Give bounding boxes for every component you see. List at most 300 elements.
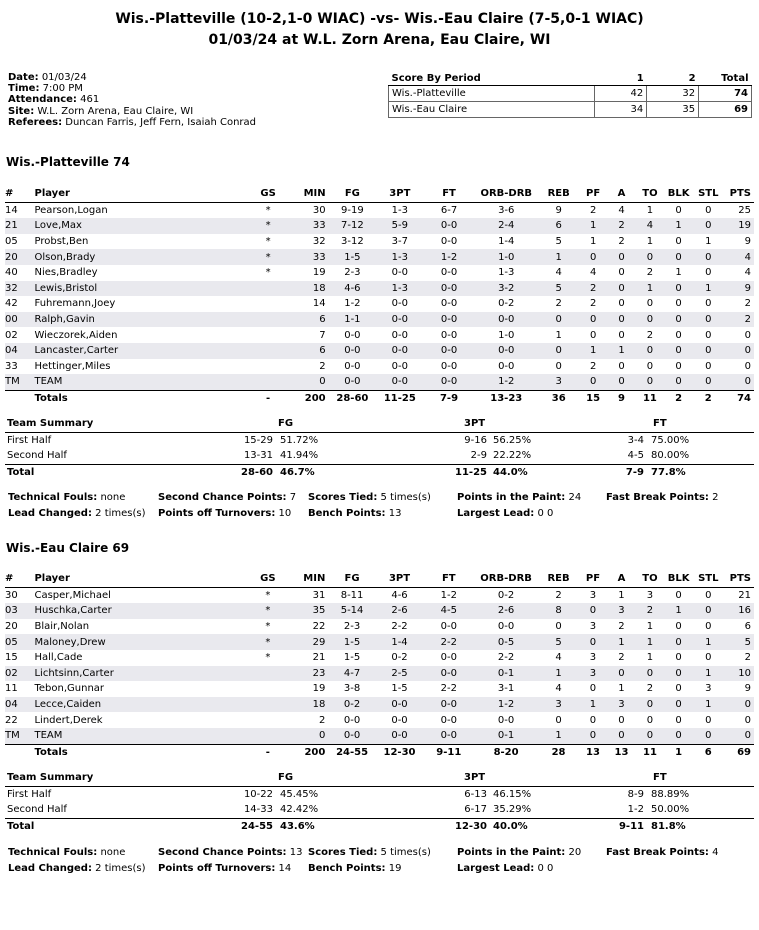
stat-cell: 4-7 <box>328 666 375 682</box>
stat-cell: 2-6 <box>474 603 538 619</box>
misc-stat <box>308 847 431 858</box>
summary-header <box>5 416 754 433</box>
misc-stat <box>8 508 146 519</box>
summary-value: 56.25% <box>493 434 532 446</box>
stat-cell: 9 <box>744 683 751 695</box>
stat-cell: 0-0 <box>423 728 474 744</box>
stat-cell: 2 <box>589 360 597 372</box>
summary-value: 45.45% <box>280 788 319 800</box>
stat-cell: 0 <box>664 728 694 744</box>
stat-cell: Hettinger,Miles <box>34 360 111 372</box>
summary-value: 8-9 <box>627 788 644 800</box>
stat-cell: 3 <box>705 683 712 695</box>
stat-cell: 1 <box>618 683 625 695</box>
misc-stat <box>8 492 125 503</box>
misc-stat-value: none <box>100 847 126 858</box>
stat-cell: 2 <box>618 652 625 664</box>
stat-cell: 0 <box>579 728 607 744</box>
stat-cell: 0 <box>675 714 682 726</box>
stat-cell: 0 <box>579 374 607 390</box>
stat-cell: 1-3 <box>376 281 423 297</box>
stat-cell: * <box>265 267 271 279</box>
summary-value: First Half <box>7 434 52 446</box>
player-row <box>5 265 754 281</box>
stat-cell: 1 <box>538 666 579 682</box>
stat-cell: 0 <box>723 697 754 713</box>
stat-cell: 33 <box>5 360 18 372</box>
stat-cell: Maloney,Drew <box>34 634 244 650</box>
misc-stat <box>158 863 291 874</box>
box-header-row <box>5 571 754 587</box>
stat-cell: 1 <box>664 603 694 619</box>
misc-stat-label: Second Chance Points: <box>158 492 287 503</box>
totals-cell: 13 <box>579 744 607 760</box>
player-row <box>5 343 754 359</box>
stat-cell: * <box>265 236 271 248</box>
misc-line <box>8 492 753 508</box>
stat-cell: 4 <box>744 267 751 279</box>
stat-cell: * <box>265 652 271 664</box>
totals-cell: 9 <box>607 390 636 406</box>
stat-cell: 0 <box>744 360 751 372</box>
stat-cell: 1 <box>589 236 597 248</box>
summary-value: Second Half <box>7 450 67 461</box>
stat-cell: 0 <box>555 621 562 633</box>
stat-cell: 0 <box>705 267 712 279</box>
stat-cell: 04 <box>5 343 34 359</box>
stat-cell: 5 <box>555 236 562 248</box>
stat-cell: 0 <box>723 374 754 390</box>
stat-cell: 0 <box>664 281 694 297</box>
summary-value: 41.94% <box>280 450 319 461</box>
stat-cell: * <box>245 249 291 265</box>
stat-cell: 10 <box>723 666 754 682</box>
stat-cell: Casper,Michael <box>34 589 111 601</box>
player-row <box>5 359 754 375</box>
stat-cell: * <box>245 603 291 619</box>
stat-cell: 0-0 <box>424 281 475 297</box>
summary-heading: FT <box>653 418 667 429</box>
summary-value: 10-22 <box>243 788 273 800</box>
stat-cell: Hall,Cade <box>34 652 83 664</box>
stat-cell: 0-2 <box>328 697 375 713</box>
column-header: # <box>5 571 34 587</box>
column-header: STL <box>693 186 723 202</box>
summary-value: 2-9 <box>470 450 487 461</box>
summary-header <box>5 770 754 787</box>
stat-cell: 1-0 <box>474 249 538 265</box>
column-header: TO <box>636 186 664 202</box>
stat-cell: 5-14 <box>328 603 375 619</box>
summary-total-row <box>5 464 754 481</box>
stat-cell: 05 <box>5 236 18 248</box>
player-row <box>5 650 754 666</box>
team-box-score <box>5 186 754 406</box>
stat-cell: 2-2 <box>423 634 474 650</box>
stat-cell: * <box>265 589 271 601</box>
stat-cell: 1-5 <box>391 683 408 695</box>
misc-stat-label: Lead Changed: <box>8 508 92 519</box>
stat-cell: 2-2 <box>497 652 515 664</box>
player-row <box>5 697 754 713</box>
player-row <box>5 218 754 234</box>
misc-stat-value: 7 <box>289 492 297 503</box>
player-row <box>5 587 754 603</box>
misc-stat-label: Fast Break Points: <box>606 847 709 858</box>
stat-cell: 0-0 <box>376 374 423 390</box>
misc-stat-value: 4 <box>712 847 719 858</box>
summary-heading: 3PT <box>464 418 486 429</box>
stat-cell: 1 <box>675 267 682 279</box>
summary-value: 12-30 <box>455 820 487 832</box>
column-header: PTS <box>723 186 754 202</box>
summary-value: 50.00% <box>651 804 690 815</box>
stat-cell: 0 <box>693 312 723 328</box>
stat-cell: 29 <box>291 634 329 650</box>
stat-cell: 0-0 <box>497 621 515 633</box>
misc-stat-label: Scores Tied: <box>308 847 378 858</box>
column-header: MIN <box>291 571 329 587</box>
misc-stat-value: 14 <box>278 863 292 874</box>
stat-cell: TM <box>5 728 34 744</box>
totals-cell: 28 <box>538 744 579 760</box>
stat-cell: 18 <box>291 697 329 713</box>
stat-cell: 6 <box>744 621 751 633</box>
column-header: TO <box>636 571 664 587</box>
stat-cell: * <box>245 218 291 234</box>
stat-cell: 3-6 <box>498 204 515 216</box>
totals-cell: 24-55 <box>328 744 375 760</box>
stat-cell: 0 <box>675 298 682 310</box>
totals-cell: 28-60 <box>329 390 376 406</box>
stat-cell: 0 <box>705 298 712 310</box>
player-row <box>5 296 754 312</box>
summary-row <box>5 448 754 464</box>
misc-stat <box>457 492 581 503</box>
column-header: Player <box>34 571 244 587</box>
stat-cell: 3 <box>589 652 597 664</box>
player-row <box>5 634 754 650</box>
stat-cell <box>245 374 291 390</box>
totals-cell: 7-9 <box>424 390 475 406</box>
totals-cell: 1 <box>664 744 694 760</box>
misc-stat-value: 0 0 <box>537 508 554 519</box>
totals-cell: 11 <box>636 390 664 406</box>
stat-cell: 31 <box>312 589 326 601</box>
stat-cell: 2-3 <box>344 267 361 279</box>
totals-cell: 2 <box>693 390 723 406</box>
stat-cell: 18 <box>291 281 329 297</box>
column-header: Player <box>34 186 245 202</box>
stat-cell: TEAM <box>34 374 245 390</box>
stat-cell: 1-3 <box>391 204 409 216</box>
stat-cell <box>245 666 291 682</box>
misc-stat-value: 19 <box>388 863 402 874</box>
stat-cell: Fuhremann,Joey <box>34 298 116 310</box>
summary-value: 4-5 <box>627 450 644 461</box>
stat-cell: 0-0 <box>424 374 475 390</box>
player-row <box>5 234 754 250</box>
summary-value: 77.8% <box>651 466 686 478</box>
summary-row <box>5 802 754 818</box>
stat-cell: 0 <box>607 312 636 328</box>
misc-stat-value: none <box>100 492 126 503</box>
stat-cell: 0 <box>555 714 562 726</box>
totals-cell: 13-23 <box>474 390 538 406</box>
summary-value: 46.7% <box>280 466 315 478</box>
stat-cell: 2 <box>618 621 625 633</box>
stat-cell: 1 <box>705 236 712 248</box>
stat-cell: 0 <box>693 343 723 359</box>
stat-cell: 1 <box>636 281 664 297</box>
stat-cell: 6-7 <box>440 204 458 216</box>
misc-stat-label: Scores Tied: <box>308 492 378 503</box>
summary-value: 24-55 <box>241 820 273 832</box>
stat-cell: 2 <box>744 652 751 664</box>
player-row <box>5 681 754 697</box>
stat-cell: 1-5 <box>329 249 376 265</box>
stat-cell: 11 <box>5 683 18 695</box>
summary-value: 28-60 <box>241 466 273 478</box>
misc-stat <box>308 863 401 874</box>
column-header: BLK <box>664 571 694 587</box>
stat-cell <box>245 712 291 728</box>
stat-cell: 0-0 <box>376 343 423 359</box>
stat-cell: 25 <box>738 204 751 216</box>
stat-cell: Olson,Brady <box>34 249 245 265</box>
stat-cell: 2 <box>646 267 654 279</box>
summary-row <box>5 433 754 449</box>
stat-cell: 0 <box>636 374 664 390</box>
stat-cell: 0-0 <box>440 298 458 310</box>
team-summary <box>5 416 754 480</box>
totals-cell: - <box>245 744 291 760</box>
misc-stat-label: Points in the Paint: <box>457 492 566 503</box>
stat-cell: 1 <box>646 652 654 664</box>
info-date: Date: 01/03/24 <box>8 72 87 83</box>
misc-stat-label: Lead Changed: <box>8 863 92 874</box>
totals-cell <box>5 390 34 406</box>
player-row <box>5 666 754 682</box>
stat-cell: 9 <box>744 236 751 248</box>
stat-cell: 0 <box>675 683 682 695</box>
stat-cell <box>245 327 291 343</box>
stat-cell: 0 <box>705 360 712 372</box>
stat-cell: 20 <box>5 621 18 633</box>
stat-cell: 0-0 <box>498 360 515 372</box>
stat-cell: 0 <box>607 281 636 297</box>
stat-cell: 8-11 <box>340 589 364 601</box>
stat-cell: 1-2 <box>474 374 538 390</box>
summary-value: 81.8% <box>651 820 686 832</box>
stat-cell: Pearson,Logan <box>34 204 108 216</box>
stat-cell <box>245 728 291 744</box>
stat-cell: 0-0 <box>344 329 361 341</box>
player-row <box>5 312 754 328</box>
misc-stat-value: 2 <box>712 492 719 503</box>
misc-stat-value: 2 times(s) <box>95 863 146 874</box>
summary-total-row <box>5 818 754 835</box>
totals-cell <box>5 744 34 760</box>
stat-cell: 0 <box>607 249 636 265</box>
stat-cell: 9 <box>555 204 562 216</box>
stat-cell: 0 <box>693 728 723 744</box>
summary-value: 88.89% <box>651 788 690 800</box>
misc-stat-label: Largest Lead: <box>457 508 535 519</box>
misc-stat-value: 10 <box>278 508 292 519</box>
stat-cell: 1 <box>579 343 607 359</box>
stat-cell: 5 <box>723 634 754 650</box>
player-row <box>5 374 754 390</box>
player-row <box>5 619 754 635</box>
stat-cell: 3 <box>646 589 654 601</box>
totals-cell: 12-30 <box>376 744 423 760</box>
misc-stat <box>457 863 553 874</box>
stat-cell: 02 <box>5 329 18 341</box>
stat-cell: 02 <box>5 666 34 682</box>
stat-cell: 0 <box>607 666 636 682</box>
stat-cell: 0 <box>636 249 664 265</box>
misc-stat-value: 5 times(s) <box>380 492 431 503</box>
stat-cell: 0 <box>291 374 329 390</box>
stat-cell: 0 <box>675 652 682 664</box>
stat-cell: 0-2 <box>391 652 408 664</box>
stat-cell: 5 <box>538 281 579 297</box>
stat-cell: 0-2 <box>498 298 515 310</box>
totals-cell: 11 <box>636 744 664 760</box>
stat-cell: 03 <box>5 603 34 619</box>
stat-cell: 0-0 <box>391 329 409 341</box>
stat-cell: 0 <box>723 343 754 359</box>
column-header: PF <box>579 186 607 202</box>
stat-cell: 0 <box>705 621 712 633</box>
summary-heading: Team Summary <box>7 418 94 429</box>
stat-cell: 0-0 <box>440 329 458 341</box>
stat-cell: 0 <box>538 312 579 328</box>
stat-cell: * <box>265 621 271 633</box>
summary-heading: 3PT <box>464 772 486 783</box>
misc-stat-label: Points in the Paint: <box>457 847 566 858</box>
stat-cell: 33 <box>291 218 329 234</box>
stat-cell: 2-3 <box>343 621 361 633</box>
misc-stat <box>457 847 581 858</box>
misc-stat-label: Bench Points: <box>308 863 386 874</box>
stat-cell: 0 <box>618 298 625 310</box>
totals-cell: 200 <box>291 390 329 406</box>
stat-cell: 15 <box>5 652 18 664</box>
misc-stat-value: 0 0 <box>537 863 554 874</box>
totals-cell: - <box>245 390 291 406</box>
game-subtitle: 01/03/24 at W.L. Zorn Arena, Eau Claire, WI <box>208 32 551 48</box>
stat-cell: 4-5 <box>423 603 474 619</box>
stat-cell: 2 <box>555 298 562 310</box>
column-header: GS <box>245 186 291 202</box>
totals-cell: 9-11 <box>423 744 474 760</box>
stat-cell: 0 <box>646 360 654 372</box>
summary-value: 43.6% <box>280 820 315 832</box>
team-heading: Wis.-Platteville 74 <box>6 155 130 169</box>
summary-value: 40.0% <box>493 820 528 832</box>
stat-cell: 19 <box>723 218 754 234</box>
stat-cell <box>245 312 291 328</box>
stat-cell: 2 <box>589 204 597 216</box>
stat-cell: 3 <box>589 621 597 633</box>
stat-cell: 0 <box>618 267 625 279</box>
stat-cell: 0-0 <box>391 298 409 310</box>
stat-cell: 3 <box>607 603 636 619</box>
stat-cell: 2 <box>318 714 326 726</box>
column-header: REB <box>538 571 579 587</box>
totals-cell: 13 <box>607 744 636 760</box>
stat-cell: 2 <box>555 589 562 601</box>
misc-stat <box>8 847 125 858</box>
misc-stat-label: Fast Break Points: <box>606 492 709 503</box>
stat-cell: 0 <box>705 329 712 341</box>
stat-cell: 0 <box>646 714 654 726</box>
team-box-score <box>5 571 754 760</box>
stat-cell: 0 <box>607 728 636 744</box>
stat-cell: 1-5 <box>328 634 375 650</box>
misc-stat-label: Second Chance Points: <box>158 847 287 858</box>
stat-cell: TEAM <box>34 728 244 744</box>
stat-cell: 1-3 <box>376 249 423 265</box>
stat-cell: 3 <box>579 666 607 682</box>
team-misc-stats <box>8 847 753 879</box>
stat-cell: 0 <box>636 697 664 713</box>
misc-line <box>8 863 753 879</box>
stat-cell: 2 <box>744 298 751 310</box>
stat-cell: 04 <box>5 697 34 713</box>
stat-cell: 0-0 <box>329 343 376 359</box>
stat-cell: 1 <box>693 281 723 297</box>
stat-cell: 0-0 <box>440 621 457 633</box>
stat-cell: 4-6 <box>329 281 376 297</box>
misc-stat <box>158 508 291 519</box>
stat-cell: 0-1 <box>474 728 538 744</box>
stat-cell: 0-0 <box>343 714 361 726</box>
column-header: FG <box>329 186 376 202</box>
summary-value: 9-16 <box>464 434 487 446</box>
stat-cell: 21 <box>312 652 326 664</box>
summary-value: Second Half <box>7 804 67 815</box>
stat-cell: 14 <box>5 204 18 216</box>
stat-cell: 1-4 <box>498 236 515 248</box>
summary-value: 80.00% <box>651 450 690 461</box>
score-by-period-table <box>388 72 752 118</box>
summary-value: 7-9 <box>625 466 644 478</box>
stat-cell: 3-2 <box>474 281 538 297</box>
misc-stat-label: Technical Fouls: <box>8 492 98 503</box>
player-row <box>5 603 754 619</box>
summary-heading: FT <box>653 772 667 783</box>
stat-cell: 2-2 <box>440 683 457 695</box>
stat-cell: 1 <box>636 634 664 650</box>
column-header: A <box>607 571 636 587</box>
stat-cell: 4 <box>723 249 754 265</box>
player-row <box>5 712 754 728</box>
stat-cell: 1-2 <box>344 298 361 310</box>
stat-cell: 2 <box>646 329 654 341</box>
stat-cell: 0 <box>579 312 607 328</box>
column-header: REB <box>538 186 579 202</box>
stat-cell: 0 <box>607 374 636 390</box>
stat-cell: 0-0 <box>423 697 474 713</box>
stat-cell: 42 <box>5 298 18 310</box>
column-header: ORB-DRB <box>474 186 538 202</box>
summary-value: 6-13 <box>464 788 487 800</box>
team-heading: Wis.-Eau Claire 69 <box>6 541 130 555</box>
stat-cell: 19 <box>312 683 326 695</box>
